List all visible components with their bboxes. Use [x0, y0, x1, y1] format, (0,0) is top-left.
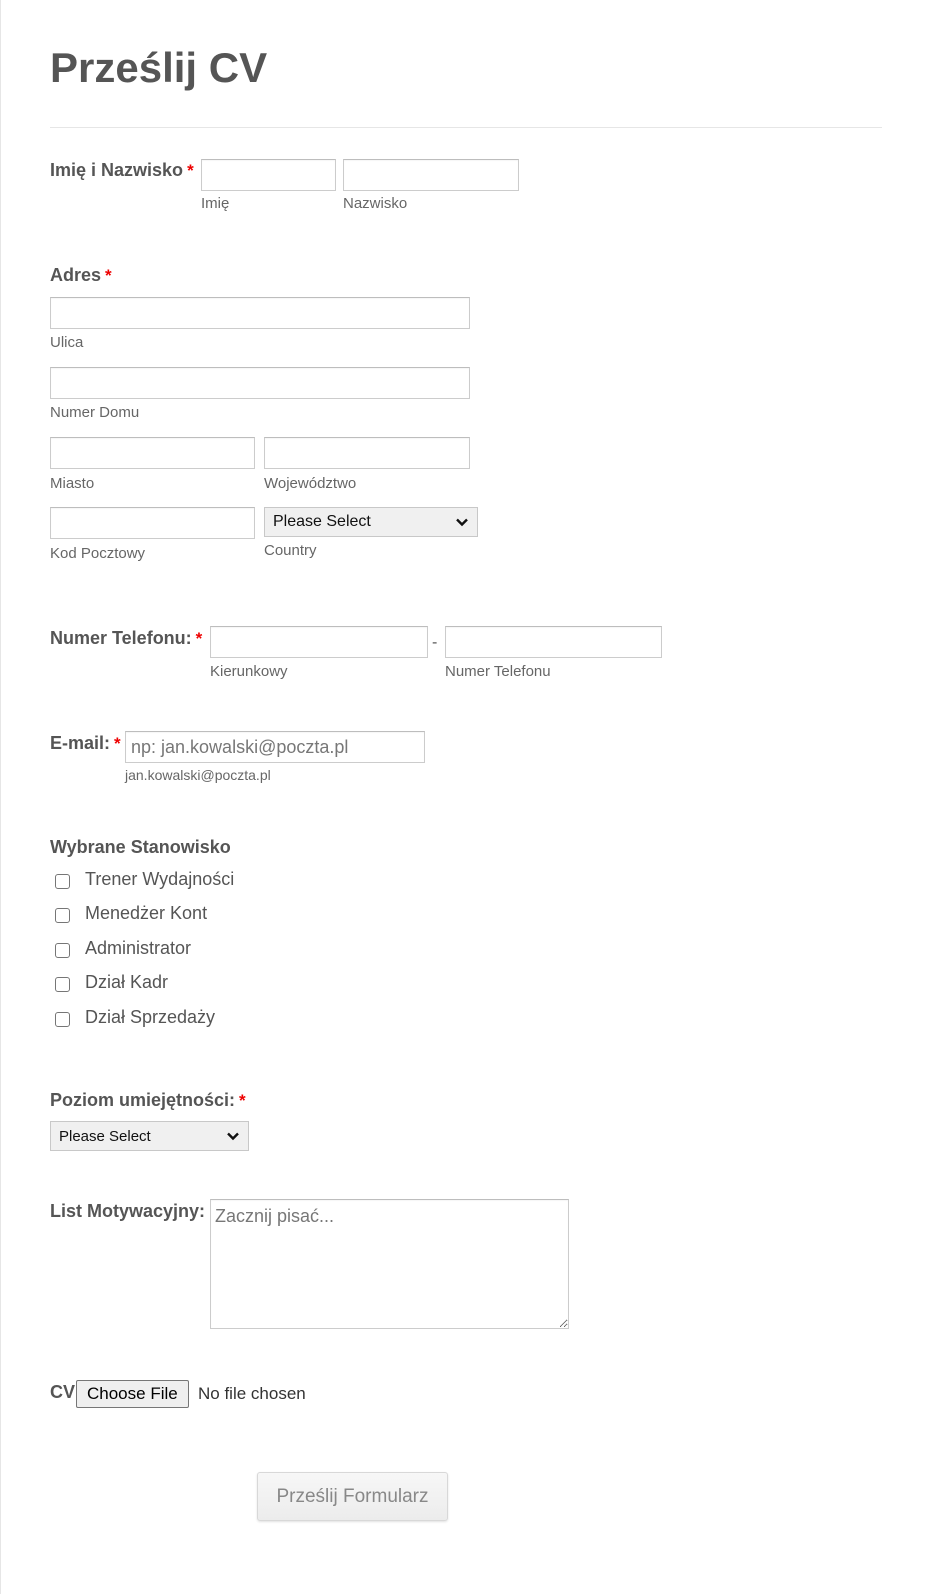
postal-code-input[interactable]: [50, 507, 255, 539]
position-option[interactable]: [55, 869, 234, 890]
checkbox[interactable]: [55, 1012, 70, 1027]
first-name-input[interactable]: [201, 159, 336, 191]
area-code-sublabel: Kierunkowy: [210, 663, 288, 680]
street-sublabel: Ulica: [50, 334, 84, 351]
cover-letter-textarea[interactable]: [210, 1199, 569, 1329]
last-name-input[interactable]: [343, 159, 519, 191]
address-label: [50, 265, 112, 286]
checkbox-label: Menedżer Kont: [85, 903, 208, 923]
checkbox-label: Administrator: [85, 938, 192, 958]
province-input[interactable]: [264, 437, 470, 469]
full-name-label-text: Imię i Nazwisko: [50, 160, 184, 180]
phone-number-sublabel: Numer Telefonu: [445, 663, 551, 680]
phone-separator: -: [432, 634, 438, 651]
title-divider: [50, 127, 882, 128]
phone-label-text: Numer Telefonu:: [50, 628, 192, 648]
skill-level-label: [50, 1090, 246, 1111]
house-number-input[interactable]: [50, 367, 470, 399]
chevron-down-icon: [226, 1129, 240, 1143]
country-select-value: Please Select: [273, 513, 371, 530]
position-option[interactable]: [55, 903, 207, 924]
city-input[interactable]: [50, 437, 255, 469]
email-input[interactable]: [125, 731, 425, 763]
checkbox[interactable]: [55, 977, 70, 992]
skill-level-select-value: Please Select: [59, 1127, 151, 1145]
page-title: Prześlij CV: [50, 44, 268, 91]
last-name-sublabel: Nazwisko: [343, 195, 408, 212]
phone-label: [50, 628, 202, 649]
cover-letter-label: List Motywacyjny:: [50, 1201, 206, 1221]
first-name-sublabel: Imię: [201, 195, 230, 212]
city-sublabel: Miasto: [50, 475, 95, 492]
country-sublabel: Country: [264, 542, 317, 559]
postal-code-sublabel: Kod Pocztowy: [50, 545, 146, 562]
house-number-sublabel: Numer Domu: [50, 404, 140, 421]
required-mark: *: [195, 629, 203, 648]
email-sublabel: jan.kowalski@poczta.pl: [125, 767, 271, 783]
checkbox-label: Dział Kadr: [85, 972, 169, 992]
position-option[interactable]: [55, 972, 168, 993]
email-label: [50, 733, 121, 754]
checkbox[interactable]: [55, 908, 70, 923]
street-input[interactable]: [50, 297, 470, 329]
choose-file-button[interactable]: Choose File: [76, 1380, 189, 1408]
chevron-down-icon: [455, 515, 469, 529]
phone-number-input[interactable]: [445, 626, 662, 658]
skill-level-select[interactable]: [50, 1121, 249, 1151]
required-mark: *: [105, 266, 112, 285]
positions-label: Wybrane Stanowisko: [50, 837, 231, 857]
province-sublabel: Województwo: [264, 475, 357, 492]
position-option[interactable]: [55, 938, 191, 959]
checkbox-label: Trener Wydajności: [85, 869, 235, 889]
country-select[interactable]: [264, 507, 478, 537]
position-option[interactable]: [55, 1007, 215, 1028]
required-mark: *: [114, 734, 121, 753]
required-mark: *: [239, 1091, 246, 1110]
cv-label: CV: [50, 1382, 76, 1402]
submit-button[interactable]: Prześlij Formularz: [257, 1472, 448, 1521]
checkbox[interactable]: [55, 943, 70, 958]
page-left-border: [0, 0, 1, 1594]
full-name-label: [50, 160, 194, 181]
email-label-text: E-mail:: [50, 733, 111, 753]
file-status: No file chosen: [198, 1384, 306, 1403]
checkbox-label: Dział Sprzedaży: [85, 1007, 216, 1027]
skill-level-label-text: Poziom umiejętności:: [50, 1090, 236, 1110]
required-mark: *: [187, 161, 194, 180]
checkbox[interactable]: [55, 874, 70, 889]
address-label-text: Adres: [50, 265, 102, 285]
area-code-input[interactable]: [210, 626, 428, 658]
